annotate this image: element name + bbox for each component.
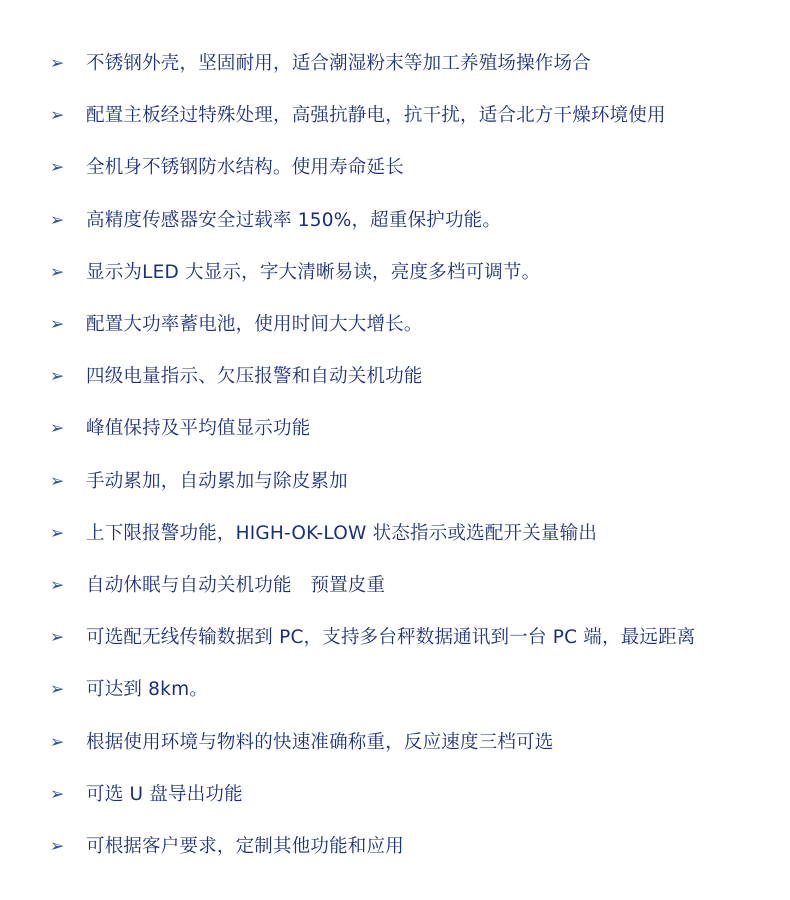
right-arrowhead-icon: ➢ — [50, 366, 65, 387]
list-item — [0, 142, 790, 194]
list-item — [0, 769, 790, 821]
right-arrowhead-icon: ➢ — [50, 314, 65, 335]
right-arrowhead-icon: ➢ — [50, 627, 65, 648]
list-item — [0, 195, 790, 247]
feature-text: 峰值保持及平均值显示功能 — [86, 418, 311, 440]
feature-text: 全机身不锈钢防水结构。使用寿命延长 — [86, 157, 404, 179]
list-item — [0, 247, 790, 299]
list-item — [0, 716, 790, 768]
right-arrowhead-icon: ➢ — [50, 418, 65, 439]
right-arrowhead-icon: ➢ — [50, 784, 65, 805]
feature-text: 可根据客户要求，定制其他功能和应用 — [86, 835, 404, 857]
feature-text: 可选配无线传输数据到 PC，支持多台秤数据通讯到一台 PC 端，最远距离 — [86, 626, 696, 648]
feature-text: 可达到 8km。 — [86, 679, 208, 701]
right-arrowhead-icon: ➢ — [50, 105, 65, 126]
list-item — [0, 38, 790, 90]
feature-text: 自动休眠与自动关机功能 预置皮重 — [86, 574, 386, 596]
feature-text: 可选 U 盘导出功能 — [86, 783, 243, 805]
right-arrowhead-icon: ➢ — [50, 836, 65, 857]
right-arrowhead-icon: ➢ — [50, 210, 65, 231]
right-arrowhead-icon: ➢ — [50, 262, 65, 283]
list-item — [0, 560, 790, 612]
right-arrowhead-icon: ➢ — [50, 157, 65, 178]
feature-text: 显示为LED 大显示，字大清晰易读，亮度多档可调节。 — [86, 261, 541, 283]
right-arrowhead-icon: ➢ — [50, 53, 65, 74]
feature-text: 手动累加，自动累加与除皮累加 — [86, 470, 348, 492]
list-item — [0, 821, 790, 873]
feature-text: 上下限报警功能，HIGH-OK-LOW 状态指示或选配开关量输出 — [86, 522, 598, 544]
list-item — [0, 351, 790, 403]
feature-text: 配置大功率蓄电池，使用时间大大增长。 — [86, 313, 423, 335]
list-item — [0, 664, 790, 716]
feature-text: 高精度传感器安全过载率 150%，超重保护功能。 — [86, 209, 502, 231]
feature-text: 配置主板经过特殊处理，高强抗静电，抗干扰，适合北方干燥环境使用 — [86, 105, 666, 127]
list-item — [0, 456, 790, 508]
right-arrowhead-icon: ➢ — [50, 732, 65, 753]
feature-text: 四级电量指示、欠压报警和自动关机功能 — [86, 365, 423, 387]
feature-text: 根据使用环境与物料的快速准确称重，反应速度三档可选 — [86, 731, 554, 753]
list-item — [0, 508, 790, 560]
feature-text: 不锈钢外壳，坚固耐用，适合潮湿粉末等加工养殖场操作场合 — [86, 52, 591, 74]
right-arrowhead-icon: ➢ — [50, 471, 65, 492]
right-arrowhead-icon: ➢ — [50, 523, 65, 544]
right-arrowhead-icon: ➢ — [50, 679, 65, 700]
right-arrowhead-icon: ➢ — [50, 575, 65, 596]
list-item — [0, 403, 790, 455]
feature-list — [0, 38, 790, 873]
list-item — [0, 299, 790, 351]
list-item — [0, 612, 790, 664]
list-item — [0, 90, 790, 142]
